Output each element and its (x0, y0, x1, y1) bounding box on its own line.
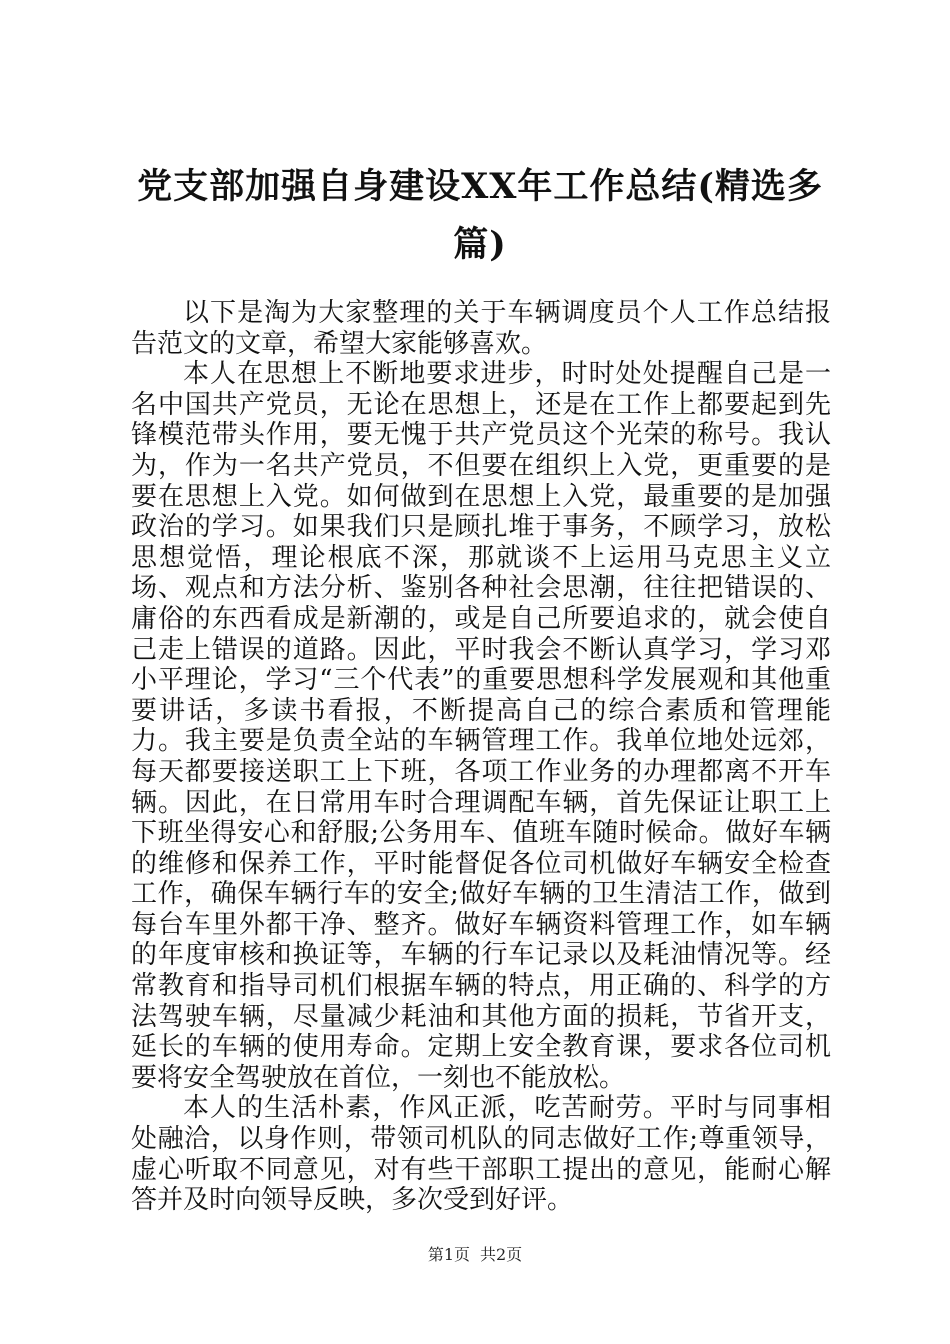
document-title: 党支部加强自身建设XX年工作总结(精选多篇) (137, 166, 823, 265)
document-body (131, 298, 831, 1216)
paragraph-intro: 以下是淘为大家整理的关于车辆调度员个人工作总结报告范文的文章，希望大家能够喜欢。 (131, 298, 831, 359)
paragraph-thought-work: 本人在思想上不断地要求进步，时时处处提醒自己是一名中国共产党员，无论在思想上，还是在工作上都要起到先锋模范带头作用，要无愧于共产党员这个光荣的称号。我认为，作为一名共产党员，不但要在组织上入党，更重要的是要在思想上入党。如何做到在思想上入党，最重要的是加强政治的学习。如果我们只是顾扎堆于事务，不顾学习，放松思想觉悟，理论根底不深，那就谈不上运用马克思主义立场、观点和方法分析、鉴别各种社会思潮，往往把错误的、庸俗的东西看成是新潮的，或是自己所要追求的，就会使自己走上错误的道路。因此，平时我会不断认真学习，学习邓小平理论，学习“三个代表”的重要思想科学发展观和其他重要讲话，多读书看报，不断提高自己的综合素质和管理能力。我主要是负责全站的车辆管理工作。我单位地处远郊，每天都要接送职工上下班，各项工作业务的办理都离不开车辆。因此，在日常用车时合理调配车辆，首先保证让职工上下班坐得安心和舒服;公务用车、值班车随时候命。做好车辆的维修和保养工作，平时能督促各位司机做好车辆安全检查工作，确保车辆行车的安全;做好车辆的卫生清洁工作，做到每台车里外都干净、整齐。做好车辆资料管理工作，如车辆的年度审核和换证等，车辆的行车记录以及耗油情况等。经常教育和指导司机们根据车辆的特点，用正确的、科学的方法驾驶车辆，尽量减少耗油和其他方面的损耗，节省开支，延长的车辆的使用寿命。定期上安全教育课，要求各位司机要将安全驾驶放在首位，一刻也不能放松。 (131, 359, 831, 1093)
page-number-current: 第1页 (427, 1245, 470, 1264)
page-footer (0, 1242, 950, 1265)
page-number-total: 共2页 (480, 1245, 523, 1264)
paragraph-life-style: 本人的生活朴素，作风正派，吃苦耐劳。平时与同事相处融洽，以身作则，带领司机队的同志做好工作;尊重领导，虚心听取不同意见，对有些干部职工提出的意见，能耐心解答并及时向领导反映，多次受到好评。 (131, 1093, 831, 1216)
